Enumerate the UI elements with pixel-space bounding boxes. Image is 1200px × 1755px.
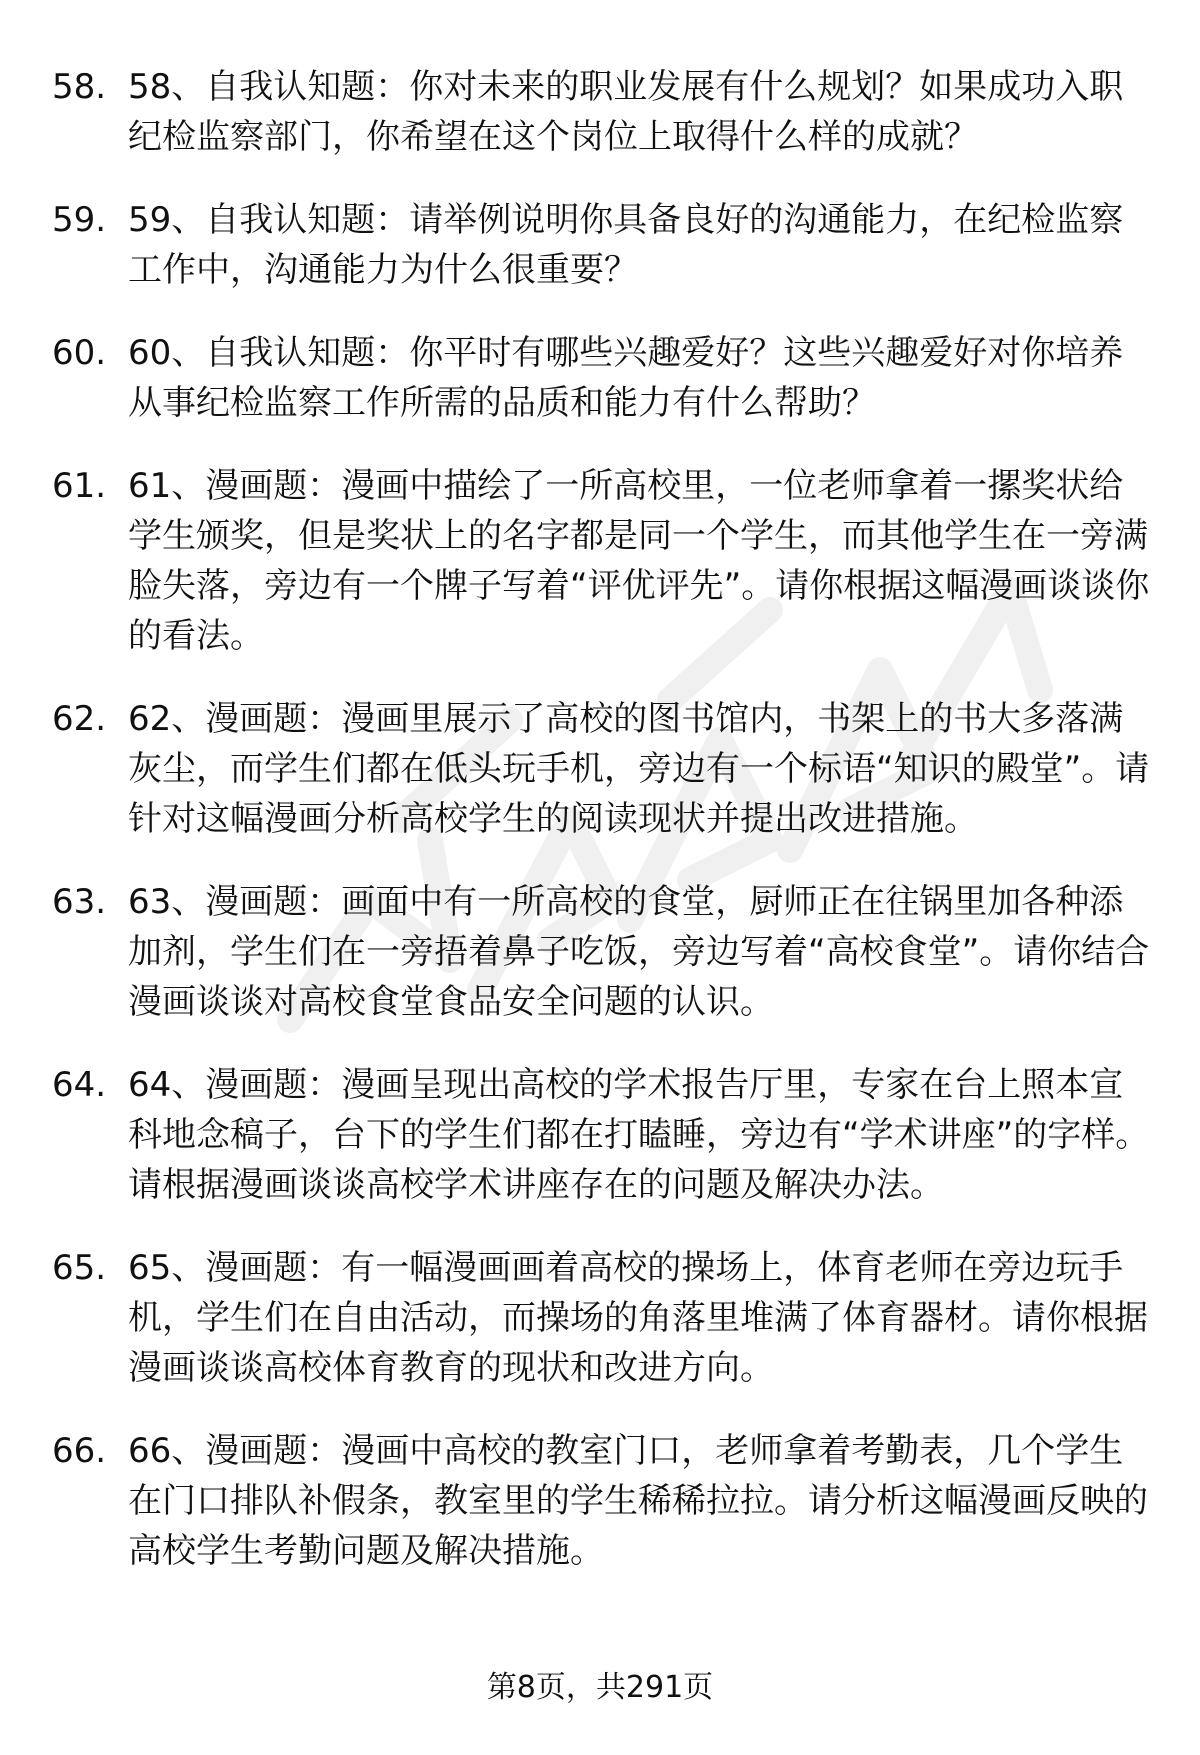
item-number: 59. [52,200,107,240]
item-number: 66. [52,1431,107,1471]
list-item [52,694,1152,844]
item-number: 65. [52,1248,107,1288]
list-item [52,1060,1152,1210]
item-number: 63. [52,882,107,922]
page-footer: 第8页，共291页 [486,1670,714,1705]
list-item [52,877,1152,1027]
list-item [52,1243,1152,1393]
item-number: 60. [52,333,107,373]
item-text: 63、漫画题：画面中有一所高校的食堂，厨师正在往锅里加各种添加剂，学生们在一旁捂着鼻子吃饭，旁边写着“高校食堂”。请你结合漫画谈谈对高校食堂食品安全问题的认识。 [128,882,1150,1022]
list-item [52,62,1152,162]
item-number: 64. [52,1065,107,1105]
item-text: 62、漫画题：漫画里展示了高校的图书馆内，书架上的书大多落满灰尘，而学生们都在低头玩手机，旁边有一个标语“知识的殿堂”。请针对这幅漫画分析高校学生的阅读现状并提出改进措施。 [128,699,1150,839]
item-text: 59、自我认知题：请举例说明你具备良好的沟通能力，在纪检监察工作中，沟通能力为什么很重要？ [128,200,1124,290]
item-number: 58. [52,67,107,107]
list-item [52,1426,1152,1576]
list-item [52,328,1152,428]
question-list [52,62,1152,1609]
item-text: 58、自我认知题：你对未来的职业发展有什么规划？如果成功入职纪检监察部门，你希望在这个岗位上取得什么样的成就？ [128,67,1124,157]
item-text: 66、漫画题：漫画中高校的教室门口，老师拿着考勤表，几个学生在门口排队补假条，教室里的学生稀稀拉拉。请分析这幅漫画反映的高校学生考勤问题及解决措施。 [128,1431,1148,1571]
item-text: 60、自我认知题：你平时有哪些兴趣爱好？这些兴趣爱好对你培养从事纪检监察工作所需的品质和能力有什么帮助？ [128,333,1124,423]
list-item [52,195,1152,295]
item-text: 61、漫画题：漫画中描绘了一所高校里，一位老师拿着一摞奖状给学生颁奖，但是奖状上的名字都是同一个学生，而其他学生在一旁满脸失落，旁边有一个牌子写着“评优评先”。请你根据这幅漫画谈谈你的看法。 [128,466,1150,656]
item-number: 61. [52,466,107,506]
list-item [52,461,1152,661]
item-text: 64、漫画题：漫画呈现出高校的学术报告厅里，专家在台上照本宣科地念稿子，台下的学生们都在打瞌睡，旁边有“学术讲座”的字样。请根据漫画谈谈高校学术讲座存在的问题及解决办法。 [128,1065,1150,1205]
item-number: 62. [52,699,107,739]
item-text: 65、漫画题：有一幅漫画画着高校的操场上，体育老师在旁边玩手机，学生们在自由活动，而操场的角落里堆满了体育器材。请你根据漫画谈谈高校体育教育的现状和改进方向。 [128,1248,1148,1388]
